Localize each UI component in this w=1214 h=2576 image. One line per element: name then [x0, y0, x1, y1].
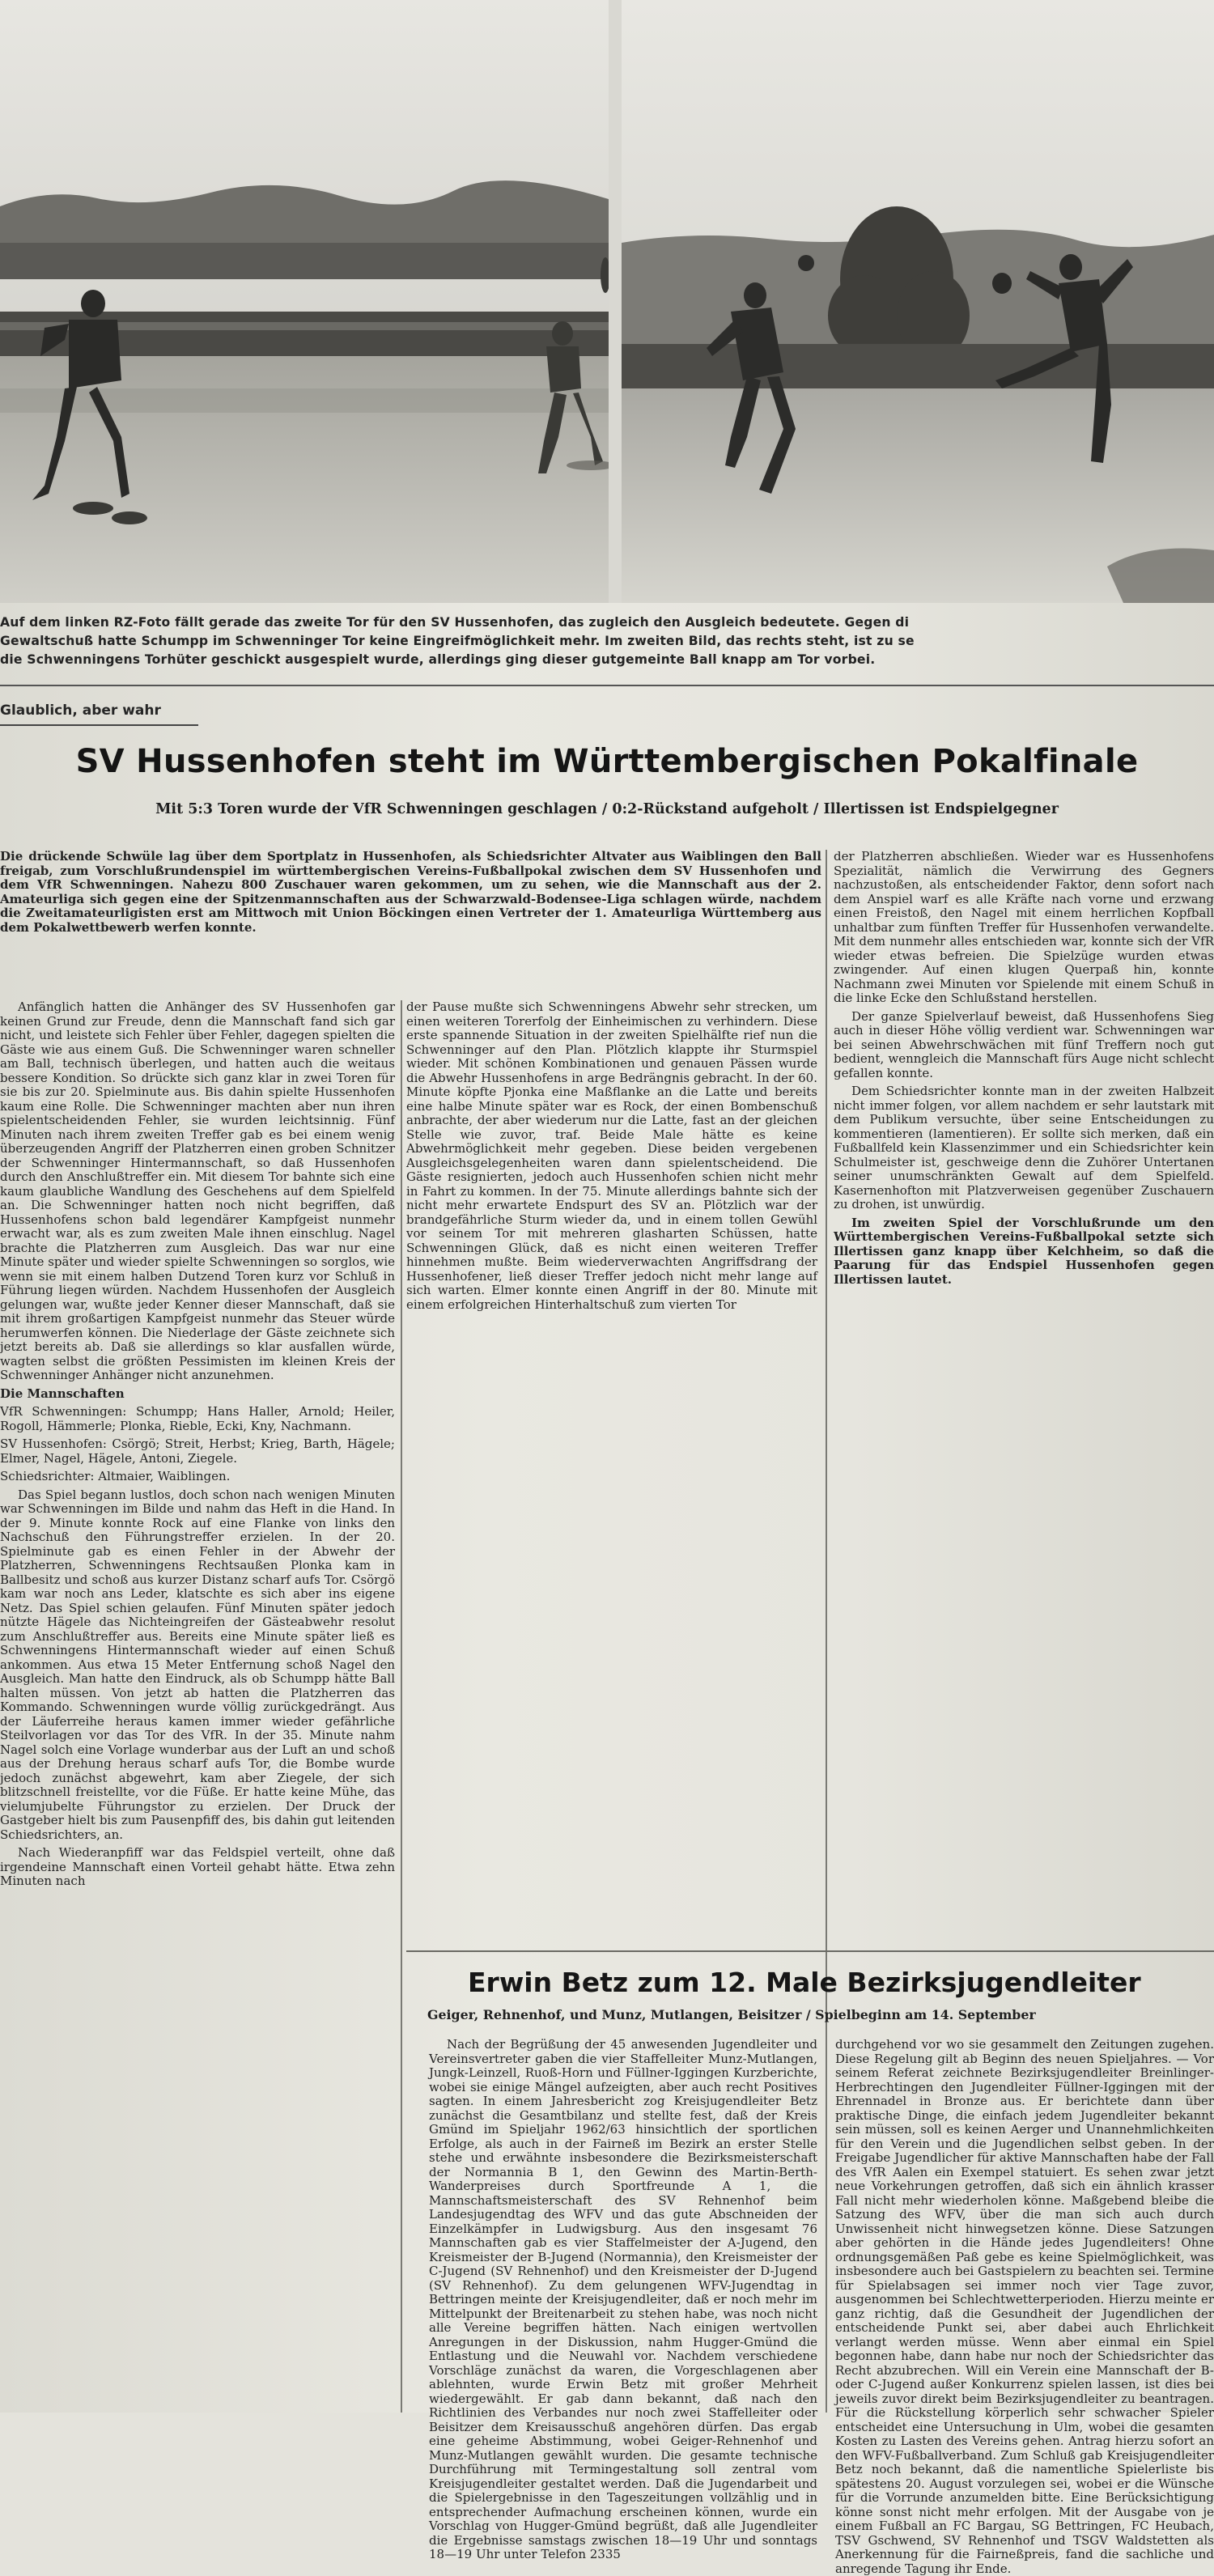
- column-divider-2: [826, 850, 827, 2413]
- article-paragraph-colc-3: Dem Schiedsrichter konnte man in der zweiten Halbzeit nicht immer folgen, vor allem nachdem er sehr lautstark mit dem Publikum versuchte, über seine Entscheidungen zu kommentieren (lamentieren). Er sollte sich merken, daß ein Fußballfeld kein Klassenzimmer und ein Schiedsrichter kein Schulmeister ist, geschweige denn die Zuhörer Untertanen seiner unumschränkten Gewalt auf dem Spielfeld. Kasernenhofton mit Platzverweisen gegenüber Zuschauern zu drohen, ist unwürdig.: [834, 1084, 1214, 1212]
- kicker-underline: [0, 724, 198, 726]
- article2-paragraph-1: Nach der Begrüßung der 45 anwesenden Jugendleiter und Vereinsvertreter gaben die vier Staffelleiter Munz-Mutlangen, Jungk-Leinzell, Ruoß-Horn und Füllner-Iggingen Kurzberichte, wobei sie einige Mängel aufzeigten, aber auch recht Positives sagten. In einem Jahresbericht zog Kreisjugendleiter Betz zunächst die Gesamtbilanz und stellte fest, daß der Kreis Gmünd im Spieljahr 1962/63 hinsichtlich der sportlichen Erfolge, als auch in der Fairneß im Bezirk an erster Stelle stehe und erwähnte insbesondere die Bezirksmeisterschaft der Normannia B 1, den Gewinn des Martin-Berth-Wanderpreises durch Sportfreunde A 1, die Mannschaftsmeisterschaft des SV Rehnenhof beim Landesjugendtag des WFV und das gute Abschneiden der Einzelkämpfer in Ludwigsburg. Aus den insgesamt 76 Mannschaften gab es vier Staffelmeister der A-Jugend, den Kreismeister der B-Jugend (Normannia), den Kreismeister der C-Jugend (SV Rehnenhof) und den Kreismeister der D-Jugend (SV Rehnenhof). Zu dem gelungenen WFV-Jugendtag in Bettringen meinte der Kreisjugendleiter, daß er noch mehr im Mittelpunkt der Breitenarbeit zu stehen habe, was noch nicht alle Vereine begriffen hätten. Nach einigen wertvollen Anregungen in der Diskussion, nahm Hugger-Gmünd die Entlastung und die Neuwahl vor. Nachdem verschiedene Vorschläge zunächst da waren, die Vorgeschlagenen aber ablehnten, wurde Erwin Betz mit großer Mehrheit wiedergewählt. Er gab dann bekannt, daß nach den Richtlinien des Verbandes nur noch zwei Staffelleiter oder Beisitzer dem Kreisausschuß angehören dürfen. Das ergab eine geheime Abstimmung, wobei Geiger-Rehnenhof und Munz-Mutlangen gewählt wurden. Die gesamte technische Durchführung mit Termingestaltung soll zentral vom Kreisjugendleiter gestaltet werden. Daß die Jugendarbeit und die Spielergebnisse in den Tageszeitungen vollzählig und in entsprechender Aufmachung erscheinen können, wurde ein Vorschlag von Hugger-Gmünd begrüßt, daß alle Jugendleiter die Ergebnisse samstags zwischen 18—19 Uhr und sonntags 18—19 Uhr unter Telefon 2335: [429, 2037, 817, 2561]
- caption-line-1: Auf dem linken RZ-Foto fällt gerade das zweite Tor für den SV Hussenhofen, das zugleich den Ausgleich bedeutete. Gegen di: [0, 615, 910, 630]
- match-photo-left: [0, 0, 609, 603]
- article-kicker: Glaublich, aber wahr: [0, 702, 161, 719]
- photo-divider: [609, 0, 622, 603]
- match-photo-right: [622, 0, 1214, 603]
- article-paragraph-3: Nach Wiederanpfiff war das Feldspiel verteilt, ohne daß irgendeine Mannschaft einen Vorteil gehabt hätte. Etwa zehn Minuten nach: [0, 1845, 395, 1888]
- caption-line-3: die Schwenningens Torhüter geschickt ausgespielt wurde, allerdings ging dieser gutgemeinte Ball knapp am Tor vorbei.: [0, 652, 876, 667]
- referee-line: Schiedsrichter: Altmaier, Waiblingen.: [0, 1469, 231, 1483]
- column-divider-1: [401, 1000, 402, 2413]
- article-body-col-1: [0, 1000, 395, 2413]
- article-paragraph-colc-1: der Platzherren abschließen. Wieder war es Hussenhofens Spezialität, nämlich die Verwirrung des Gegners nachzustoßen, als entscheidender Faktor, denn sofort nach dem Anspiel warf es alle Kräfte nach vorne und erzwang einen Freistoß, den Nagel mit einem herrlichen Kopfball unhaltbar zum fünften Treffer für Hussenhofen verwandelte. Mit dem nunmehr alles entschieden war, konnte sich der VfR wieder etwas befreien. Die Spielzüge wurden etwas zwingender. Auf einen klugen Querpaß hin, konnte Nachmann zwei Minuten vor Spielende mit einem Schuß in die linke Ecke den Schlußstand herstellen.: [834, 849, 1214, 1005]
- caption-line-2: Gewaltschuß hatte Schumpp im Schwenninger Tor keine Eingreifmöglichkeit mehr. Im zweiten Bild, das rechts steht, ist zu se: [0, 634, 915, 648]
- article-paragraph-1: Anfänglich hatten die Anhänger des SV Hussenhofen gar keinen Grund zur Freude, denn die Mannschaft fand sich gar nicht, und leistete sich Fehler über Fehler, dagegen spielten die Gäste wie aus einem Guß. Die Schwenninger waren schneller am Ball, technisch überlegen, und hatten auch die weitaus bessere Kondition. So drückte sich ganz klar in zwei Toren für sie bis zur 20. Spielminute aus. Bis dahin spielte Hussenhofen kaum eine Rolle. Die Schwenninger machten aber nun ihren spielentscheidenden Fehler, sie wurden leichtsinnig. Fünf Minuten nach ihrem zweiten Treffer gab es bei einem wenig überzeugenden Angriff der Platzherren einen groben Schnitzer der Schwenninger Hintermannschaft, so daß Hussenhofen durch den Anschlußtreffer ein. Mit diesem Tor bahnte sich eine kaum glaubliche Wandlung des Geschehens auf dem Spielfeld an. Die Schwenninger hatten noch nicht begriffen, daß Hussenhofens schon bald legendärer Kampfgeist nunmehr erwacht war, als es zum zweiten Male ihnen einschlug. Nagel brachte die Platzherren zum Ausgleich. Das war nur eine Minute später und wieder spielte Schwenningen so sorglos, wie wenn sie mit einem halben Dutzend Toren kurz vor Schluß in Führung liegen würden. Nachdem Hussenhofen der Ausgleich gelungen war, wußte jeder Kenner dieser Mannschaft, daß sie mit ihrem großartigen Kampfgeist nunmehr das Steuer würde herumwerfen können. Die Niederlage der Gäste zeichnete sich jetzt bereits ab. Daß sie allerdings so klar ausfallen würde, wagten selbst die größten Pessimisten im kleinen Kreis der Schwenninger Anhänger nicht anzunehmen.: [0, 999, 395, 1382]
- section-rule-2: [406, 1950, 1214, 1952]
- article-lead-text: Die drückende Schwüle lag über dem Sportplatz in Hussenhofen, als Schiedsrichter Altvater aus Waiblingen den Ball freigab, zum Vorschlußrundenspiel im württembergischen Vereins-Fußballpokal zwischen dem SV Hussenhofen und dem VfR Schwenningen. Nahezu 800 Zuschauer waren gekommen, um zu sehen, wie die Mannschaft aus der 2. Amateurliga sich gegen eine der Spitzenmannschaften aus der Schwarzwald-Bodensee-Liga schlagen würde, nachdem die Zweitamateurligisten erst am Mittwoch mit Union Böckingen einen Vertreter der 1. Amateurliga Württemberg aus dem Pokalwettbewerb werfen konnte.: [0, 849, 821, 935]
- article-body-col-3: [834, 850, 1214, 1687]
- photo-caption: [0, 613, 1214, 669]
- section-rule: [0, 685, 1214, 686]
- team-schwenningen: VfR Schwenningen: Schumpp; Hans Haller, Arnold; Heiler, Rogoll, Hämmerle; Plonka, Rieble, Ecki, Kny, Nachmann.: [0, 1404, 395, 1433]
- article2-paragraph-2: durchgehend vor wo sie gesammelt den Zeitungen zugehen. Diese Regelung gilt ab Beginn des neuen Spieljahres. — Vor seinem Referat zeichnete Bezirksjugendleiter Breinlinger-Herbrechtingen den Jugendleiter Füllner-Iggingen mit der Ehrennadel in Bronze aus. Er berichtete dann über praktische Dinge, die einfach jedem Jugendleiter bekannt sein müssen, soll es keinen Aerger und Unannehmlichkeiten für den Verein und die Jugendlichen selbst geben. In der Freigabe Jugendlicher für aktive Mannschaften habe der Fall des VfR Aalen ein Exempel statuiert. Es sehen zwar jetzt neue Vorkehrungen getroffen, daß sich ein ähnlich krasser Fall nicht mehr wiederholen könne. Maßgebend bleibe die Satzung des WFV, über die man sich auch durch Unwissenheit nicht hinwegsetzen könne. Diese Satzungen aber gehörten in die Hände jedes Jugendleiters! Ohne ordnungsgemäßen Paß gebe es keine Spielmöglichkeit, was insbesondere auch bei Gastspielern zu beachten sei. Termine für Spielabsagen sei immer noch vier Tage zuvor, ausgenommen bei Schlechtwetterperioden. Hierzu meinte er ganz richtig, daß die Gesundheit der Jugendlichen der entscheidende Punkt sei, aber dabei auch Ehrlichkeit verlangt werden müsse. Wenn aber einmal ein Spiel begonnen habe, dann habe nur noch der Schiedsrichter das Recht abzubrechen. Will ein Verein eine Mannschaft der B- oder C-Jugend außer Konkurrenz spielen lassen, ist dies bei jeweils zuvor direkt beim Bezirksjugendleiter zu beantragen. Für die Rückstellung körperlich sehr schwacher Spieler entscheidet eine Untersuchung in Ulm, wobei die gesamten Kosten zu Lasten des Vereins gehen. Antrag hierzu sofort an den WFV-Fußballverband. Zum Schluß gab Kreisjugendleiter Betz noch bekannt, daß die namentliche Spielerliste bis spätestens 20. August vorzulegen sei, wobei er die Wünsche für die Vorrunde anzumelden bitte. Eine Berücksichtigung könne sonst nicht mehr erfolgen. Mit der Ausgabe von je einem Fußball an FC Bargau, SG Bettringen, FC Heubach, TSV Gschwend, SV Rehnenhof und TSGV Waldstetten als Anerkennung für die Fairneßpreis, fand die sachliche und anregende Tagung ihr Ende.: [835, 2037, 1214, 2576]
- team-hussenhofen: SV Hussenhofen: Csörgö; Streit, Herbst; Krieg, Barth, Hägele; Elmer, Nagel, Hägele, Antoni, Ziegele.: [0, 1437, 395, 1466]
- article-paragraph-colb: der Pause mußte sich Schwenningens Abwehr sehr strecken, um einen weiteren Torerfolg der Einheimischen zu verhindern. Diese erste spannende Situation in der zweiten Spielhälfte rief nun die Schwenninger auf den Plan. Plötzlich klappte ihr Sturmspiel wieder. Mit schönen Kombinationen und genauen Pässen wurde die Abwehr Hussenhofens in arge Bedrängnis gebracht. In der 60. Minute köpfte Pjonka eine Maßflanke an die Latte und bereits eine halbe Minute später war es Rock, der einen Bombenschuß anbrachte, der aber wiederum nur die Latte, fast an der gleichen Stelle wie zuvor, traf. Beide Male hätte es keine Abwehrmöglichkeit mehr gegeben. Diese beiden vergebenen Ausgleichsgelegenheiten waren dann spielentscheidend. Die Gäste resignierten, jedoch auch Hussenhofen schien nicht mehr in Fahrt zu kommen. In der 75. Minute allerdings bahnte sich der nicht mehr erwartete Endspurt des SV an. Plötzlich war der brandgefährliche Sturm wieder da, und in einem tollen Gewühl vor seinem Tor mit mehreren glasharten Schüssen, hatte Schwenningen Glück, daß es nicht einen weiteren Treffer hinnehmen mußte. Beim wiederverwachten Angriffsdrang der Hussenhofener, ließ dieser Treffer jedoch nicht mehr lange auf sich warten. Elmer konnte einen Angriff in der 80. Minute mit einem erfolgreichen Hinterhaltschuß zum vierten Tor: [406, 999, 817, 1312]
- teams-heading: Die Mannschaften: [0, 1386, 125, 1401]
- article-paragraph-2: Das Spiel begann lustlos, doch schon nach wenigen Minuten war Schwenningen im Bilde und nahm das Heft in die Hand. In der 9. Minute konnte Rock auf eine Flanke von links den Nachschuß den Führungstreffer erzielen. In der 20. Spielminute gab es einen Fehler in der Abwehr der Platzherren, Schwenningens Rechtsaußen Plonka kam in Ballbesitz und schoß aus kurzer Distanz scharf aufs Tor. Csörgö kam war noch ans Leder, klatschte es sich aber ins eigene Netz. Das Spiel schien gelaufen. Fünf Minuten später jedoch nützte Hägele das Nichteingreifen der Gästeabwehr resolut zum Anschlußtreffer aus. Bereits eine Minute später ließ es Schwenningens Hintermannschaft wieder auf einen Schuß ankommen. Aus etwa 15 Meter Entfernung schoß Nagel den Ausgleich. Man hatte den Eindruck, als ob Schumpp hätte Ball halten müssen. Von jetzt ab hatten die Platzherren das Kommando. Schwenningen wurde völlig zurückgedrängt. Aus der Läuferreihe heraus kamen immer wieder gefährliche Steilvorlagen vor das Tor des VfR. In der 35. Minute nahm Nagel solch eine Vorlage wunderbar aus der Luft an und schoß aus der Drehung heraus scharf aufs Tor, die Bombe wurde jedoch zunächst abgewehrt, kam aber Ziegele, der sich blitzschnell freistellte, vor die Füße. Er hatte keine Mühe, das vielumjubelte Führungstor zu erzielen. Der Druck der Gastgeber hielt bis zum Pausenpfiff des, bis dahin gut leitenden Schiedsrichters, an.: [0, 1487, 395, 1842]
- article2-col-2: [835, 2037, 1214, 2576]
- article2-headline: Erwin Betz zum 12. Male Bezirksjugendleiter: [468, 1967, 1141, 1998]
- article-paragraph-colc-2: Der ganze Spielverlauf beweist, daß Hussenhofens Sieg auch in dieser Höhe völlig verdient war. Schwenningen war bei seinen Abwehrschwächen mit fünf Treffern noch gut bedient, wenngleich die Mannschaft fürs Auge nicht schlecht gefallen konnte.: [834, 1008, 1214, 1080]
- article-body-col-2: [406, 1000, 817, 1923]
- article-paragraph-colc-4: Im zweiten Spiel der Vorschlußrunde um den Württembergischen Vereins-Fußballpokal setzte sich Illertissen ganz knapp über Kelchheim, so daß die Paarung für das Endspiel Hussenhofen gegen Illertissen lautet.: [834, 1215, 1214, 1287]
- article-lead-block: [0, 850, 821, 999]
- article-subhead: Mit 5:3 Toren wurde der VfR Schwenningen geschlagen / 0:2-Rückstand aufgeholt / Illertissen ist Endspielgegner: [155, 801, 1059, 817]
- article2-col-1: [429, 2037, 817, 2561]
- article-headline: SV Hussenhofen steht im Württembergischen Pokalfinale: [75, 743, 1139, 780]
- article2-subhead: Geiger, Rehnenhof, und Munz, Mutlangen, Beisitzer / Spielbeginn am 14. September: [427, 2007, 1036, 2022]
